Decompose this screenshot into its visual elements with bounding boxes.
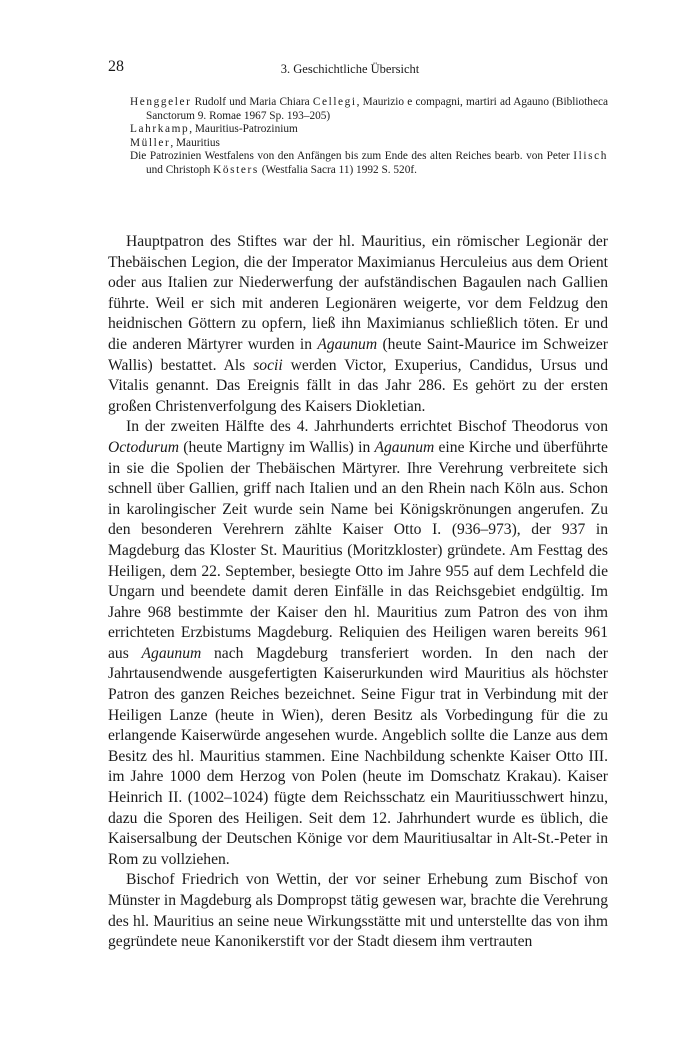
page-number: 28 (108, 58, 124, 75)
latin-term: Agaunum (374, 438, 435, 456)
bibliography (130, 96, 608, 178)
bib-text: Rudolf und Maria Chiara (191, 96, 313, 108)
bib-text: , Mauritius-Patrozinium (189, 123, 298, 136)
bib-author: Müller (130, 136, 171, 149)
running-head: 3. Geschichtliche Übersicht (280, 62, 420, 76)
bib-entry-patrozinien (130, 150, 608, 177)
paragraph: Bischof Friedrich von Wettin, der vor seiner Erhebung zum Bischof von Münster in Magdeburg als Dompropst tätig gewesen war, brachte die Verehrung des hl. Mauritius an seine neue Wirkungsstätte mit und unterstellte das von ihm gegründete neue Kanonikerstift vor der Stadt diesem ihm vertrauten (108, 871, 608, 951)
bib-text: , Mauritius (170, 136, 220, 149)
bib-author: Lahrkamp (130, 123, 190, 136)
bib-author: Kösters (213, 163, 259, 176)
latin-term: Octodurum (108, 438, 180, 456)
bib-text: und Christoph (146, 163, 214, 176)
latin-term: Agaunum (141, 644, 202, 662)
latin-term: socii (253, 356, 283, 374)
paragraph: In der zweiten Hälfte des 4. Jahrhunderts errichtet Bischof Theodorus von Octodurum (heute Martigny im Wallis) in Agaunum eine Kirche und überführte in sie die Spolien der Thebäischen Märtyrer. Ihre Verehrung verbreitete sich schnell über Gallien, griff nach Italien und an den Rhein nach Köln aus. Schon in karolingischer Zeit wurde sein Name bei Königskrönungen angerufen. Zu den besonderen Verehrern zählte Kaiser Otto I. (936–973), der 937 in Magdeburg das Kloster St. Mauritius (Moritzkloster) gründete. Am Festtag des Heiligen, dem 22. September, besiegte Otto im Jahre 955 auf dem Lechfeld die Ungarn und beendete damit deren Einfälle in das Reichsgebiet endgültig. Im Jahre 968 bestimmte der Kaiser den hl. Mauritius zum Patron des von ihm errichteten Erzbistums Magdeburg. Reliquien des Heiligen waren bereits 961 aus Agaunum nach Magdeburg transferiert worden. In den nach der Jahrtausendwende ausgefertigten Kaiserurkunden wird Mauritius als höchster Patron des ganzen Reiches bezeichnet. Seine Figur trat in Verbindung mit der Heiligen Lanze (heute in Wien), deren Besitz als Vorbedingung für die zu erlangende Kaiserwürde angesehen wurde. Angeblich sollte die Lanze aus dem Besitz des hl. Mauritius stammen. Eine Nachbildung schenkte Kaiser Otto III. im Jahre 1000 dem Herzog von Polen (heute im Domschatz Krakau). Kaiser Heinrich II. (1002–1024) fügte dem Reichsschatz ein Mauritiusschwert hinzu, dazu die Sporen des Heiligen. Seit dem 12. Jahrhundert wurde es üblich, die Kaisersalbung der Deutschen Könige vor dem Mauritiusaltar in Alt-St.-Peter in Rom zu vollziehen. (108, 418, 608, 868)
bib-entry-lahrkamp (130, 123, 608, 137)
bib-text: Die Patrozinien Westfalens von den Anfängen bis zum Ende des alten Reiches bearb. von Peter (130, 150, 574, 163)
paragraph: Hauptpatron des Stiftes war der hl. Mauritius, ein römischer Legionär der Thebäischen Legion, die der Imperator Maximianus Herculeius aus dem Orient oder aus Italien zur Niederwerfung der aufständischen Bagaulen nach Gallien führte. Weil er sich mit anderen Legionären weigerte, vor dem Feldzug den heidnischen Göttern zu opfern, ließ ihn Maximianus schließlich töten. Er und die anderen Märtyrer wurden in Agaunum (heute Saint-Maurice im Schweizer Wallis) bestattet. Als socii werden Victor, Exuperius, Candidus, Ursus und Vitalis genannt. Das Ereignis fällt in das Jahr 286. Es gehört zu der ersten großen Christenverfolgung des Kaisers Diokletian. (108, 233, 608, 415)
bib-entry-mueller (130, 137, 608, 151)
body-text (108, 232, 608, 953)
bib-text: (Westfalia Sacra 11) 1992 S. 520f. (258, 163, 417, 176)
bib-text: , Maurizio e compagni, martiri ad Agauno (Bibliotheca Sanctorum 9. Romae 1967 Sp. 193–205) (146, 96, 608, 122)
bib-entry-henggeler (130, 96, 608, 123)
latin-term: Agaunum (317, 335, 378, 353)
bib-author: Cellegi (312, 96, 357, 108)
bib-author: Henggeler (130, 96, 192, 108)
bib-author: Ilisch (573, 150, 608, 163)
